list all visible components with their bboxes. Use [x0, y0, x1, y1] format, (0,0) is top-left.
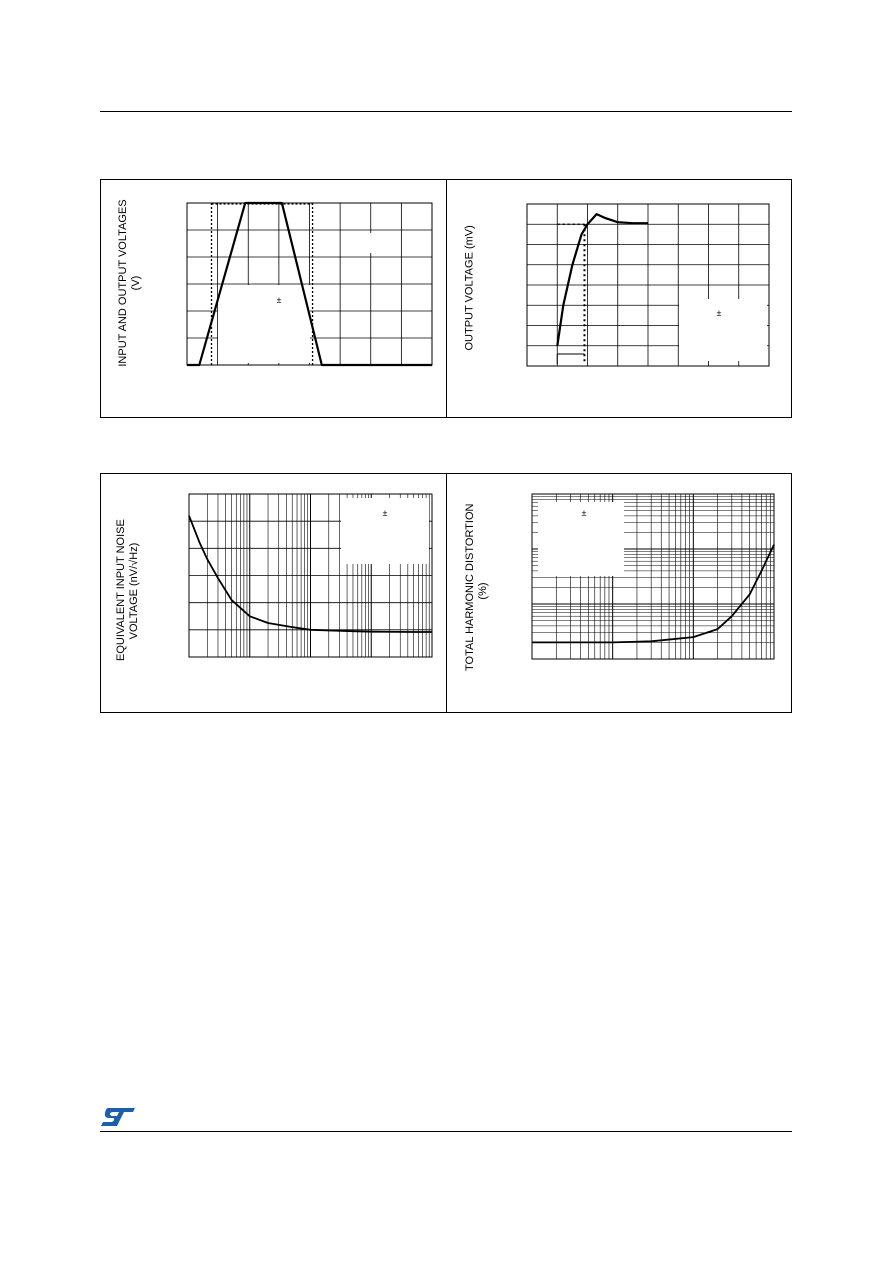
legend-box [218, 285, 310, 363]
chart-input-output-voltages [187, 203, 432, 365]
chart-thd [532, 494, 774, 659]
legend-text: ± [382, 508, 388, 518]
chart1-ylabel [117, 178, 143, 388]
chart4-ylabel [464, 503, 490, 671]
panel-divider [446, 180, 447, 417]
chart3-ylabel-line1: EQUIVALENT INPUT NOISE [115, 519, 127, 661]
chart1-ylabel-line1: INPUT AND OUTPUT VOLTAGES [117, 199, 129, 367]
legend-text: ± [276, 295, 282, 305]
st-logo [100, 1106, 136, 1128]
chart4-ylabel-line2: (%) [477, 582, 489, 600]
legend-text: ± [716, 308, 722, 318]
header-rule [100, 111, 792, 112]
legend-box [679, 299, 767, 361]
legend-box [347, 233, 387, 253]
chart3-ylabel [115, 521, 141, 661]
series-line [557, 214, 648, 346]
chart-output-voltage [527, 204, 769, 366]
chart2-ylabel-line1: OUTPUT VOLTAGE (mV) [463, 225, 476, 351]
chart-input-noise [189, 494, 432, 657]
footer-rule [100, 1131, 792, 1132]
panel-divider [446, 474, 447, 712]
chart2-ylabel [463, 225, 477, 351]
chart4-ylabel-line1: TOTAL HARMONIC DISTORTION [464, 503, 476, 671]
chart3-ylabel-line2: VOLTAGE (nV/√Hz) [128, 542, 140, 640]
legend-text: ± [581, 508, 587, 518]
chart1-ylabel-line2: (V) [130, 275, 142, 291]
